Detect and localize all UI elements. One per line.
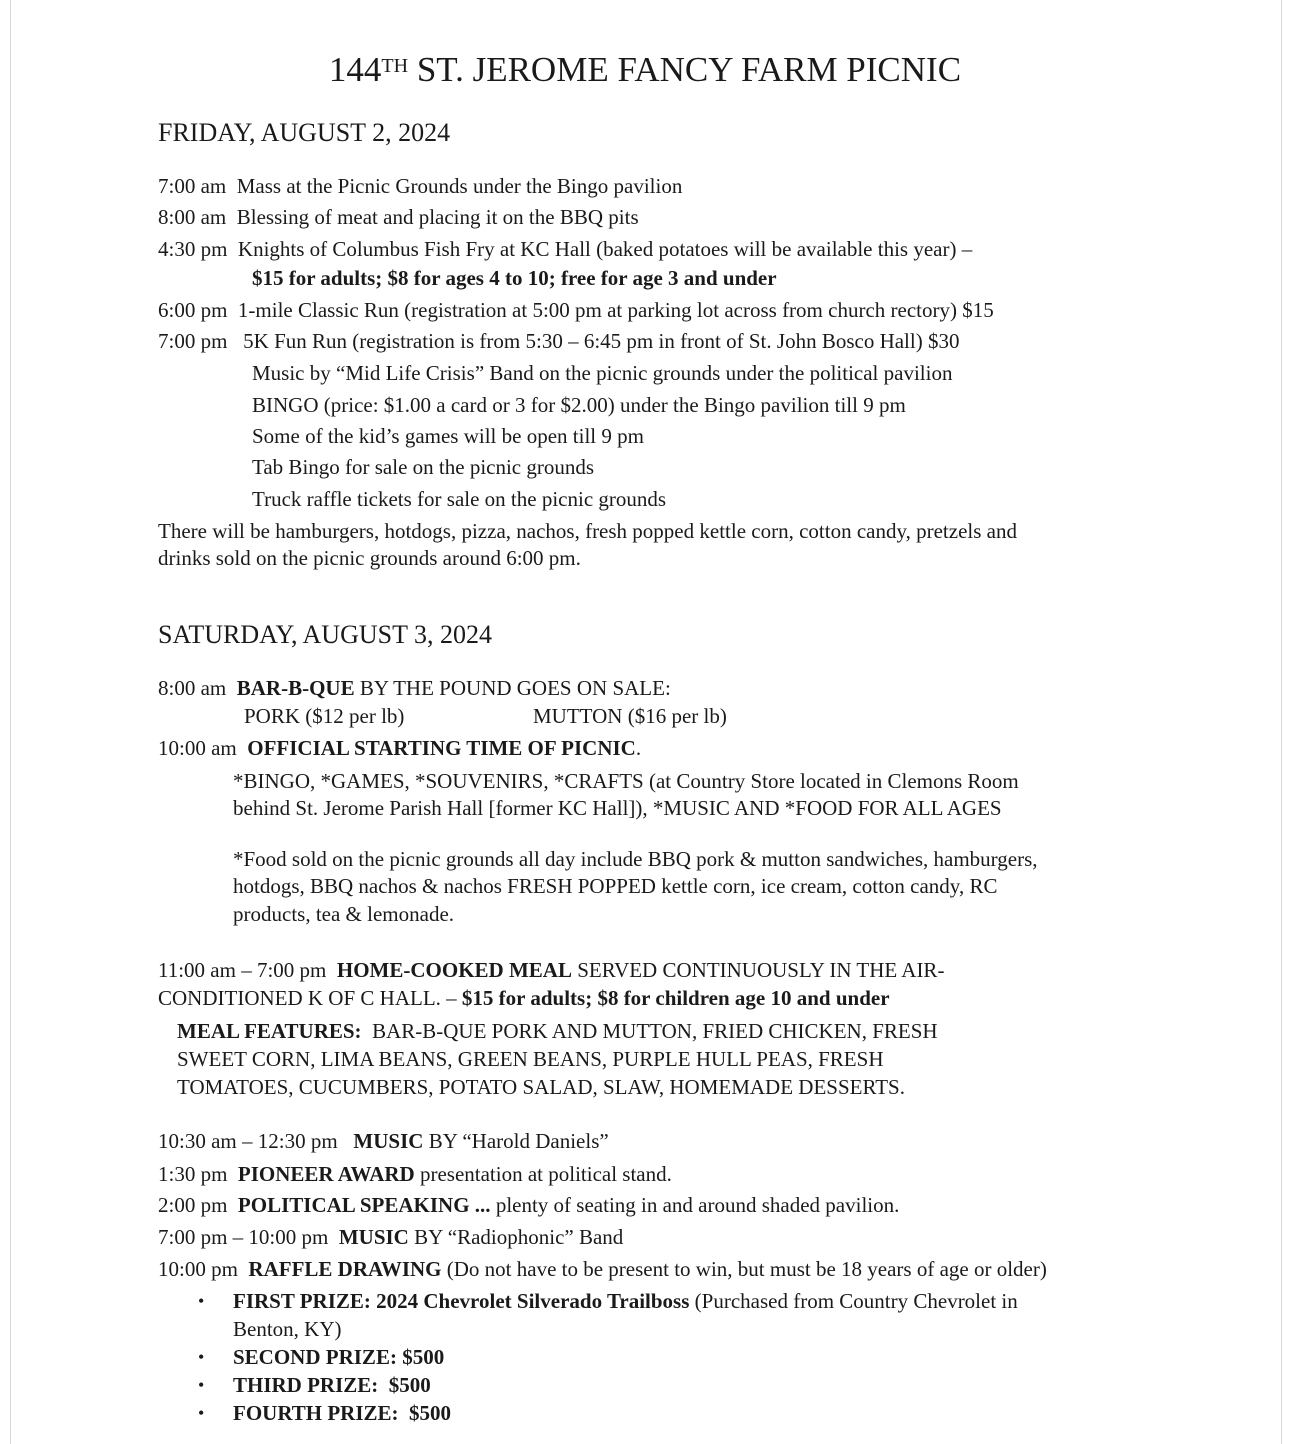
bold-text: THIRD PRIZE: $500 — [233, 1373, 431, 1397]
schedule-line — [158, 518, 1017, 544]
schedule-line — [252, 423, 644, 449]
schedule-line — [158, 1256, 1047, 1282]
bold-text: MEAL FEATURES: — [177, 1019, 362, 1043]
line-text: hotdogs, BBQ nachos & nachos FRESH POPPED kettle corn, ice cream, cotton candy, RC — [233, 874, 998, 898]
schedule-line — [177, 1046, 883, 1072]
line-text: PORK ($12 per lb) — [244, 704, 405, 728]
bold-text: POLITICAL SPEAKING ... — [237, 1193, 491, 1217]
page-edge-right — [1281, 0, 1282, 1444]
bold-text: HOME-COOKED MEAL — [336, 958, 572, 982]
line-text: *Food sold on the picnic grounds all day include BBQ pork & mutton sandwiches, hamburgers, — [233, 847, 1038, 871]
schedule-line — [158, 545, 581, 571]
page-edge-left — [10, 0, 11, 1444]
line-text: . — [635, 736, 642, 760]
schedule-line — [233, 846, 1038, 872]
schedule-line — [158, 957, 944, 983]
line-text: Truck raffle tickets for sale on the picnic grounds — [252, 487, 667, 511]
line-text: presentation at political stand. — [414, 1162, 672, 1186]
line-text: 2:00 pm — [158, 1193, 238, 1217]
bold-text: RAFFLE DRAWING — [248, 1257, 442, 1281]
schedule-line — [158, 173, 682, 199]
line-text: 8:00 am — [158, 676, 237, 700]
line-text: BINGO (price: $1.00 a card or 3 for $2.00) under the Bingo pavilion till 9 pm — [252, 393, 906, 417]
line-text: BAR-B-QUE PORK AND MUTTON, FRIED CHICKEN, FRESH — [361, 1019, 938, 1043]
line-text: Music by “Mid Life Crisis” Band on the picnic grounds under the political pavilion — [252, 361, 953, 385]
line-text: BY “Radiophonic” Band — [408, 1225, 624, 1249]
title-number: 144 — [328, 50, 382, 89]
line-text: products, tea & lemonade. — [233, 902, 455, 926]
bold-text: $15 for adults; $8 for ages 4 to 10; free for age 3 and under — [252, 266, 777, 290]
schedule-line — [233, 1400, 451, 1426]
line-text: 7:00 pm – 10:00 pm — [158, 1225, 339, 1249]
line-text: SWEET CORN, LIMA BEANS, GREEN BEANS, PURPLE HULL PEAS, FRESH — [177, 1047, 884, 1071]
schedule-line — [233, 795, 1002, 821]
line-text: 6:00 pm 1-mile Classic Run (registration at 5:00 pm at parking lot across from church rectory) $15 — [158, 298, 994, 322]
bullet-icon: • — [198, 1375, 205, 1395]
bold-text: FOURTH PRIZE: $500 — [233, 1401, 452, 1425]
schedule-line — [158, 236, 972, 262]
schedule-line — [252, 454, 594, 480]
line-text: MUTTON ($16 per lb) — [533, 704, 727, 728]
bold-text: SECOND PRIZE: $500 — [233, 1345, 445, 1369]
bold-text: $15 for adults; $8 for children age 10 and under — [461, 986, 890, 1010]
line-text: 8:00 am Blessing of meat and placing it on the BBQ pits — [158, 205, 639, 229]
schedule-line — [233, 901, 454, 927]
line-text: 1:30 pm — [158, 1162, 238, 1186]
line-text: SERVED CONTINUOUSLY IN THE AIR- — [571, 958, 945, 982]
title-text: ST. JEROME FANCY FARM PICNIC — [408, 50, 962, 89]
bullet-icon: • — [198, 1347, 205, 1367]
schedule-line — [233, 1316, 342, 1342]
bullet-icon: • — [198, 1291, 205, 1311]
line-text: BY THE POUND GOES ON SALE: — [354, 676, 671, 700]
line-text: There will be hamburgers, hotdogs, pizza, nachos, fresh popped kettle corn, cotton candy, pretzels and — [158, 519, 1017, 543]
schedule-line — [233, 1372, 431, 1398]
title-suffix: TH — [381, 55, 409, 77]
schedule-line — [177, 1018, 938, 1044]
line-text: Benton, KY) — [233, 1317, 342, 1341]
line-text: Some of the kid’s games will be open till 9 pm — [252, 424, 644, 448]
line-text: drinks sold on the picnic grounds around 6:00 pm. — [158, 546, 581, 570]
bold-text: FIRST PRIZE: 2024 Chevrolet Silverado Trailboss — [233, 1289, 690, 1313]
line-text: 11:00 am – 7:00 pm — [158, 958, 337, 982]
bold-text: MUSIC — [353, 1129, 424, 1153]
schedule-line — [158, 204, 639, 230]
line-text: 10:00 pm — [158, 1257, 249, 1281]
line-text: 10:00 am — [158, 736, 248, 760]
line-text: Tab Bingo for sale on the picnic grounds — [252, 455, 595, 479]
schedule-line — [252, 486, 666, 512]
schedule-line — [158, 675, 671, 701]
bold-text: OFFICIAL STARTING TIME OF PICNIC — [247, 736, 636, 760]
line-text: 10:30 am – 12:30 pm — [158, 1129, 354, 1153]
schedule-line — [244, 703, 404, 729]
bold-text: BAR-B-QUE — [236, 676, 355, 700]
schedule-line — [158, 985, 890, 1011]
line-text: 7:00 pm 5K Fun Run (registration is from 5:30 – 6:45 pm in front of St. John Bosco Hall) $30 — [158, 329, 960, 353]
line-text: (Purchased from Country Chevrolet in — [689, 1289, 1018, 1313]
saturday-heading: SATURDAY, AUGUST 3, 2024 — [158, 620, 492, 649]
schedule-line — [233, 873, 997, 899]
schedule-line — [233, 1288, 1018, 1314]
line-text: 4:30 pm Knights of Columbus Fish Fry at KC Hall (baked potatoes will be available this year) – — [158, 237, 973, 261]
schedule-line — [177, 1074, 905, 1100]
line-text: 7:00 am Mass at the Picnic Grounds under the Bingo pavilion — [158, 174, 683, 198]
schedule-line — [533, 703, 727, 729]
bullet-icon: • — [198, 1403, 205, 1423]
line-text: behind St. Jerome Parish Hall [former KC Hall]), *MUSIC AND *FOOD FOR ALL AGES — [233, 796, 1002, 820]
schedule-line — [233, 768, 1019, 794]
schedule-line — [252, 392, 906, 418]
schedule-line — [158, 1161, 672, 1187]
schedule-line — [158, 1192, 899, 1218]
schedule-line — [252, 265, 777, 291]
page-title — [0, 48, 1290, 92]
line-text: CONDITIONED K OF C HALL. – — [158, 986, 462, 1010]
schedule-line — [158, 1128, 609, 1154]
line-text: *BINGO, *GAMES, *SOUVENIRS, *CRAFTS (at Country Store located in Clemons Room — [233, 769, 1019, 793]
line-text: plenty of seating in and around shaded pavilion. — [490, 1193, 900, 1217]
schedule-line — [158, 297, 994, 323]
schedule-line — [158, 1224, 623, 1250]
schedule-line — [252, 360, 952, 386]
schedule-line — [233, 1344, 444, 1370]
schedule-line — [158, 735, 641, 761]
line-text: BY “Harold Daniels” — [423, 1129, 609, 1153]
line-text: (Do not have to be present to win, but must be 18 years of age or older) — [441, 1257, 1047, 1281]
friday-heading: FRIDAY, AUGUST 2, 2024 — [158, 118, 451, 147]
bold-text: PIONEER AWARD — [237, 1162, 415, 1186]
line-text: TOMATOES, CUCUMBERS, POTATO SALAD, SLAW, HOMEMADE DESSERTS. — [177, 1075, 905, 1099]
bold-text: MUSIC — [338, 1225, 409, 1249]
schedule-line — [158, 328, 959, 354]
